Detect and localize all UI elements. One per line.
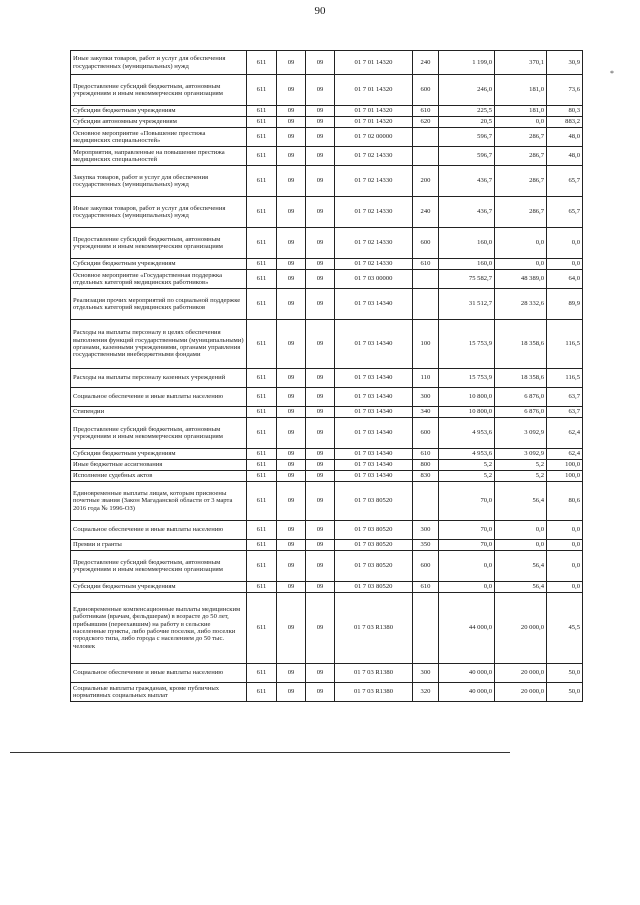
row-percent-value: 63,7: [547, 407, 583, 418]
row-target-article: 01 7 03 80520: [335, 551, 413, 582]
row-actual-value: 0,0: [495, 259, 547, 270]
row-actual-value: 0,0: [495, 228, 547, 259]
row-ved-code: 611: [247, 482, 277, 521]
row-plan-value: 70,0: [439, 482, 495, 521]
row-target-article: 01 7 03 14340: [335, 320, 413, 369]
row-target-article: 01 7 03 80520: [335, 540, 413, 551]
row-target-article: 01 7 03 14340: [335, 449, 413, 460]
row-plan-value: 0,0: [439, 582, 495, 593]
row-plan-value: 15 753,9: [439, 369, 495, 388]
row-subsection-code: 09: [306, 482, 335, 521]
row-ved-code: 611: [247, 540, 277, 551]
row-ved-code: 611: [247, 117, 277, 128]
row-target-article: 01 7 02 14330: [335, 166, 413, 197]
row-subsection-code: 09: [306, 259, 335, 270]
row-actual-value: 48 389,0: [495, 270, 547, 289]
row-actual-value: 3 092,9: [495, 449, 547, 460]
table-row: [71, 482, 583, 521]
row-plan-value: 40 000,0: [439, 664, 495, 683]
row-percent-value: 80,6: [547, 482, 583, 521]
row-name: Социальное обеспечение и иные выплаты населению: [71, 521, 247, 540]
row-actual-value: 286,7: [495, 197, 547, 228]
row-percent-value: 65,7: [547, 166, 583, 197]
row-ved-code: 611: [247, 106, 277, 117]
row-name: Единовременные выплаты лицам, которым присвоены почетные звания (Закон Магаданской области от 3 марта 2016 года № 1996-ОЗ): [71, 482, 247, 521]
row-percent-value: 45,5: [547, 593, 583, 664]
row-ved-code: 611: [247, 166, 277, 197]
row-actual-value: 0,0: [495, 521, 547, 540]
row-name: Социальные выплаты гражданам, кроме публичных нормативных социальных выплат: [71, 683, 247, 702]
row-ved-code: 611: [247, 582, 277, 593]
row-name: Основное мероприятие «Государственная поддержка отдельных категорий медицинских работников»: [71, 270, 247, 289]
row-ved-code: 611: [247, 551, 277, 582]
row-expense-type: 100: [413, 320, 439, 369]
row-target-article: 01 7 03 14340: [335, 369, 413, 388]
table-row: [71, 117, 583, 128]
row-section-code: 09: [277, 521, 306, 540]
row-section-code: 09: [277, 407, 306, 418]
row-name: Субсидии бюджетным учреждениям: [71, 106, 247, 117]
row-percent-value: 48,0: [547, 128, 583, 147]
row-target-article: 01 7 03 80520: [335, 582, 413, 593]
row-subsection-code: 09: [306, 418, 335, 449]
page-number: 90: [314, 5, 326, 17]
row-section-code: 09: [277, 683, 306, 702]
row-expense-type: 300: [413, 388, 439, 407]
row-subsection-code: 09: [306, 664, 335, 683]
row-ved-code: 611: [247, 388, 277, 407]
row-percent-value: 30,9: [547, 51, 583, 75]
row-expense-type: 610: [413, 582, 439, 593]
row-target-article: 01 7 01 14320: [335, 117, 413, 128]
row-percent-value: 0,0: [547, 582, 583, 593]
row-section-code: 09: [277, 289, 306, 320]
row-section-code: 09: [277, 582, 306, 593]
row-percent-value: 65,7: [547, 197, 583, 228]
row-subsection-code: 09: [306, 51, 335, 75]
row-expense-type: 800: [413, 460, 439, 471]
row-percent-value: 73,6: [547, 75, 583, 106]
row-expense-type: 600: [413, 418, 439, 449]
table-row: [71, 551, 583, 582]
row-actual-value: 56,4: [495, 551, 547, 582]
row-percent-value: 100,0: [547, 460, 583, 471]
row-percent-value: 50,0: [547, 664, 583, 683]
row-name: Стипендии: [71, 407, 247, 418]
row-section-code: 09: [277, 449, 306, 460]
table-row: [71, 75, 583, 106]
row-plan-value: 15 753,9: [439, 320, 495, 369]
row-subsection-code: 09: [306, 460, 335, 471]
row-name: Реализация прочих мероприятий по социальной поддержке отдельных категорий медицинских работников: [71, 289, 247, 320]
row-target-article: 01 7 03 14340: [335, 418, 413, 449]
row-name: Предоставление субсидий бюджетным, автономным учреждениям и иным некоммерческим организациям: [71, 75, 247, 106]
table-row: [71, 418, 583, 449]
row-section-code: 09: [277, 664, 306, 683]
divider-line: [10, 752, 510, 753]
row-percent-value: 0,0: [547, 259, 583, 270]
row-subsection-code: 09: [306, 388, 335, 407]
row-subsection-code: 09: [306, 147, 335, 166]
row-section-code: 09: [277, 320, 306, 369]
scan-mark: *: [610, 69, 614, 78]
row-expense-type: 200: [413, 166, 439, 197]
row-name: Премии и гранты: [71, 540, 247, 551]
row-actual-value: 6 876,0: [495, 388, 547, 407]
row-section-code: 09: [277, 551, 306, 582]
row-target-article: 01 7 01 14320: [335, 51, 413, 75]
row-subsection-code: 09: [306, 320, 335, 369]
row-target-article: 01 7 03 80520: [335, 482, 413, 521]
row-expense-type: 600: [413, 228, 439, 259]
row-percent-value: 116,5: [547, 369, 583, 388]
row-target-article: 01 7 03 14340: [335, 289, 413, 320]
row-plan-value: 1 199,0: [439, 51, 495, 75]
row-name: Иные закупки товаров, работ и услуг для обеспечения государственных (муниципальных) нужд: [71, 51, 247, 75]
row-percent-value: 0,0: [547, 540, 583, 551]
row-percent-value: 89,9: [547, 289, 583, 320]
row-actual-value: 286,7: [495, 147, 547, 166]
row-expense-type: 600: [413, 75, 439, 106]
row-name: Субсидии бюджетным учреждениям: [71, 449, 247, 460]
row-subsection-code: 09: [306, 117, 335, 128]
row-name: Социальное обеспечение и иные выплаты населению: [71, 664, 247, 683]
row-subsection-code: 09: [306, 369, 335, 388]
row-ved-code: 611: [247, 289, 277, 320]
table-row: [71, 259, 583, 270]
row-section-code: 09: [277, 166, 306, 197]
row-name: Исполнение судебных актов: [71, 471, 247, 482]
table-row: [71, 51, 583, 75]
row-target-article: 01 7 03 14340: [335, 460, 413, 471]
table-row: [71, 197, 583, 228]
row-expense-type: 240: [413, 197, 439, 228]
row-name: Иные бюджетные ассигнования: [71, 460, 247, 471]
row-section-code: 09: [277, 106, 306, 117]
row-expense-type: [413, 289, 439, 320]
row-plan-value: 225,5: [439, 106, 495, 117]
row-ved-code: 611: [247, 521, 277, 540]
row-name: Предоставление субсидий бюджетным, автономным учреждениям и иным некоммерческим организациям: [71, 551, 247, 582]
row-percent-value: 63,7: [547, 388, 583, 407]
row-target-article: 01 7 02 14330: [335, 197, 413, 228]
table-row: [71, 270, 583, 289]
row-plan-value: 31 512,7: [439, 289, 495, 320]
row-ved-code: 611: [247, 683, 277, 702]
table-row: [71, 683, 583, 702]
row-name: Субсидии бюджетным учреждениям: [71, 259, 247, 270]
row-section-code: 09: [277, 418, 306, 449]
row-name: Расходы на выплаты персоналу казенных учреждений: [71, 369, 247, 388]
row-target-article: 01 7 03 14340: [335, 407, 413, 418]
row-section-code: 09: [277, 228, 306, 259]
row-percent-value: 62,4: [547, 449, 583, 460]
table-row: [71, 128, 583, 147]
row-section-code: 09: [277, 51, 306, 75]
row-actual-value: 56,4: [495, 482, 547, 521]
row-ved-code: 611: [247, 270, 277, 289]
row-target-article: 01 7 03 00000: [335, 270, 413, 289]
row-section-code: 09: [277, 270, 306, 289]
row-section-code: 09: [277, 369, 306, 388]
row-plan-value: 20,5: [439, 117, 495, 128]
table-row: [71, 289, 583, 320]
row-percent-value: 0,0: [547, 228, 583, 259]
row-target-article: 01 7 01 14320: [335, 75, 413, 106]
row-ved-code: 611: [247, 228, 277, 259]
row-name: Единовременные компенсационные выплаты медицинским работникам (врачам, фельдшерам) в возрасте до 50 лет, прибывшим (переехавшим) на работу в сельские населенные пункты, либо рабочие поселки, либо поселки городского типа, либо города с населением до 50 тыс. человек: [71, 593, 247, 664]
row-subsection-code: 09: [306, 449, 335, 460]
row-name: Иные закупки товаров, работ и услуг для обеспечения государственных (муниципальных) нужд: [71, 197, 247, 228]
row-expense-type: 340: [413, 407, 439, 418]
row-target-article: 01 7 02 14330: [335, 228, 413, 259]
row-actual-value: 286,7: [495, 128, 547, 147]
row-plan-value: 5,2: [439, 460, 495, 471]
row-subsection-code: 09: [306, 582, 335, 593]
row-actual-value: 56,4: [495, 582, 547, 593]
row-actual-value: 5,2: [495, 471, 547, 482]
row-percent-value: 48,0: [547, 147, 583, 166]
table-row: [71, 460, 583, 471]
row-subsection-code: 09: [306, 471, 335, 482]
row-subsection-code: 09: [306, 593, 335, 664]
row-percent-value: 50,0: [547, 683, 583, 702]
row-ved-code: 611: [247, 259, 277, 270]
row-percent-value: 80,3: [547, 106, 583, 117]
row-plan-value: 70,0: [439, 521, 495, 540]
row-name: Социальное обеспечение и иные выплаты населению: [71, 388, 247, 407]
row-expense-type: 240: [413, 51, 439, 75]
table-body: [71, 51, 583, 702]
row-target-article: 01 7 03 14340: [335, 388, 413, 407]
row-percent-value: 62,4: [547, 418, 583, 449]
row-plan-value: 596,7: [439, 128, 495, 147]
row-actual-value: 181,0: [495, 106, 547, 117]
row-subsection-code: 09: [306, 197, 335, 228]
row-subsection-code: 09: [306, 540, 335, 551]
row-plan-value: 160,0: [439, 259, 495, 270]
row-subsection-code: 09: [306, 551, 335, 582]
row-ved-code: 611: [247, 407, 277, 418]
row-actual-value: 5,2: [495, 460, 547, 471]
row-section-code: 09: [277, 482, 306, 521]
row-section-code: 09: [277, 128, 306, 147]
row-plan-value: 4 953,6: [439, 449, 495, 460]
row-target-article: 01 7 02 14330: [335, 259, 413, 270]
table-row: [71, 166, 583, 197]
row-expense-type: [413, 147, 439, 166]
row-plan-value: 70,0: [439, 540, 495, 551]
table-row: [71, 407, 583, 418]
row-plan-value: 160,0: [439, 228, 495, 259]
row-actual-value: 18 358,6: [495, 369, 547, 388]
row-ved-code: 611: [247, 418, 277, 449]
row-actual-value: 181,0: [495, 75, 547, 106]
table-row: [71, 228, 583, 259]
row-target-article: 01 7 03 80520: [335, 521, 413, 540]
row-ved-code: 611: [247, 147, 277, 166]
row-ved-code: 611: [247, 197, 277, 228]
row-section-code: 09: [277, 147, 306, 166]
budget-table: [70, 50, 583, 702]
table-row: [71, 147, 583, 166]
row-ved-code: 611: [247, 449, 277, 460]
row-ved-code: 611: [247, 593, 277, 664]
row-ved-code: 611: [247, 320, 277, 369]
row-name: Субсидии автономным учреждениям: [71, 117, 247, 128]
row-target-article: 01 7 03 R1380: [335, 683, 413, 702]
row-plan-value: 246,0: [439, 75, 495, 106]
table-row: [71, 521, 583, 540]
row-expense-type: 610: [413, 449, 439, 460]
row-subsection-code: 09: [306, 683, 335, 702]
row-plan-value: 436,7: [439, 166, 495, 197]
row-percent-value: 883,2: [547, 117, 583, 128]
row-actual-value: 3 092,9: [495, 418, 547, 449]
row-name: Предоставление субсидий бюджетным, автономным учреждениям и иным некоммерческим организациям: [71, 418, 247, 449]
table-row: [71, 320, 583, 369]
row-percent-value: 0,0: [547, 521, 583, 540]
row-expense-type: [413, 482, 439, 521]
row-name: Мероприятия, направленные на повышение престижа медицинских специальностей: [71, 147, 247, 166]
row-subsection-code: 09: [306, 128, 335, 147]
row-percent-value: 100,0: [547, 471, 583, 482]
row-plan-value: 596,7: [439, 147, 495, 166]
row-plan-value: 40 000,0: [439, 683, 495, 702]
row-actual-value: 18 358,6: [495, 320, 547, 369]
row-plan-value: 75 582,7: [439, 270, 495, 289]
row-actual-value: 20 000,0: [495, 664, 547, 683]
row-actual-value: 6 876,0: [495, 407, 547, 418]
row-actual-value: 286,7: [495, 166, 547, 197]
row-expense-type: 620: [413, 117, 439, 128]
row-plan-value: 436,7: [439, 197, 495, 228]
row-subsection-code: 09: [306, 75, 335, 106]
row-subsection-code: 09: [306, 228, 335, 259]
row-subsection-code: 09: [306, 270, 335, 289]
row-plan-value: 5,2: [439, 471, 495, 482]
table-row: [71, 582, 583, 593]
row-name: Основное мероприятие «Повышение престижа медицинских специальностей»: [71, 128, 247, 147]
row-section-code: 09: [277, 593, 306, 664]
row-subsection-code: 09: [306, 407, 335, 418]
row-subsection-code: 09: [306, 166, 335, 197]
row-section-code: 09: [277, 259, 306, 270]
row-expense-type: 350: [413, 540, 439, 551]
row-target-article: 01 7 03 14340: [335, 471, 413, 482]
row-section-code: 09: [277, 197, 306, 228]
row-subsection-code: 09: [306, 106, 335, 117]
row-ved-code: 611: [247, 471, 277, 482]
row-subsection-code: 09: [306, 521, 335, 540]
row-expense-type: 600: [413, 551, 439, 582]
row-section-code: 09: [277, 75, 306, 106]
row-ved-code: 611: [247, 128, 277, 147]
row-percent-value: 0,0: [547, 551, 583, 582]
table-row: [71, 471, 583, 482]
row-expense-type: [413, 128, 439, 147]
row-percent-value: 116,5: [547, 320, 583, 369]
row-ved-code: 611: [247, 460, 277, 471]
row-plan-value: 4 953,6: [439, 418, 495, 449]
row-plan-value: 44 000,0: [439, 593, 495, 664]
row-section-code: 09: [277, 540, 306, 551]
row-ved-code: 611: [247, 664, 277, 683]
row-section-code: 09: [277, 117, 306, 128]
row-ved-code: 611: [247, 51, 277, 75]
table-row: [71, 540, 583, 551]
row-plan-value: 10 800,0: [439, 388, 495, 407]
row-section-code: 09: [277, 460, 306, 471]
row-section-code: 09: [277, 388, 306, 407]
row-name: Предоставление субсидий бюджетным, автономным учреждениям и иным некоммерческим организациям: [71, 228, 247, 259]
table-row: [71, 369, 583, 388]
table-row: [71, 593, 583, 664]
row-target-article: 01 7 02 14330: [335, 147, 413, 166]
row-expense-type: 300: [413, 521, 439, 540]
table-row: [71, 106, 583, 117]
row-target-article: 01 7 01 14320: [335, 106, 413, 117]
row-actual-value: 20 000,0: [495, 593, 547, 664]
row-target-article: 01 7 02 00000: [335, 128, 413, 147]
table-row: [71, 664, 583, 683]
row-actual-value: 0,0: [495, 540, 547, 551]
row-actual-value: 370,1: [495, 51, 547, 75]
row-subsection-code: 09: [306, 289, 335, 320]
row-actual-value: 0,0: [495, 117, 547, 128]
row-actual-value: 28 332,6: [495, 289, 547, 320]
row-percent-value: 64,0: [547, 270, 583, 289]
row-ved-code: 611: [247, 369, 277, 388]
row-expense-type: [413, 593, 439, 664]
row-name: Расходы на выплаты персоналу в целях обеспечения выполнения функций государственными (муниципальными) органами, казенными учреждениями, органами управления государственными внебюджетными фондами: [71, 320, 247, 369]
row-expense-type: 300: [413, 664, 439, 683]
row-expense-type: 610: [413, 106, 439, 117]
table-row: [71, 388, 583, 407]
table-row: [71, 449, 583, 460]
row-target-article: 01 7 03 R1380: [335, 593, 413, 664]
row-expense-type: 110: [413, 369, 439, 388]
row-target-article: 01 7 03 R1380: [335, 664, 413, 683]
row-plan-value: 10 800,0: [439, 407, 495, 418]
row-expense-type: 830: [413, 471, 439, 482]
row-name: Закупка товаров, работ и услуг для обеспечения государственных (муниципальных) нужд: [71, 166, 247, 197]
row-name: Субсидии бюджетным учреждениям: [71, 582, 247, 593]
row-expense-type: [413, 270, 439, 289]
row-ved-code: 611: [247, 75, 277, 106]
row-section-code: 09: [277, 471, 306, 482]
row-plan-value: 0,0: [439, 551, 495, 582]
row-expense-type: 320: [413, 683, 439, 702]
row-expense-type: 610: [413, 259, 439, 270]
row-actual-value: 20 000,0: [495, 683, 547, 702]
